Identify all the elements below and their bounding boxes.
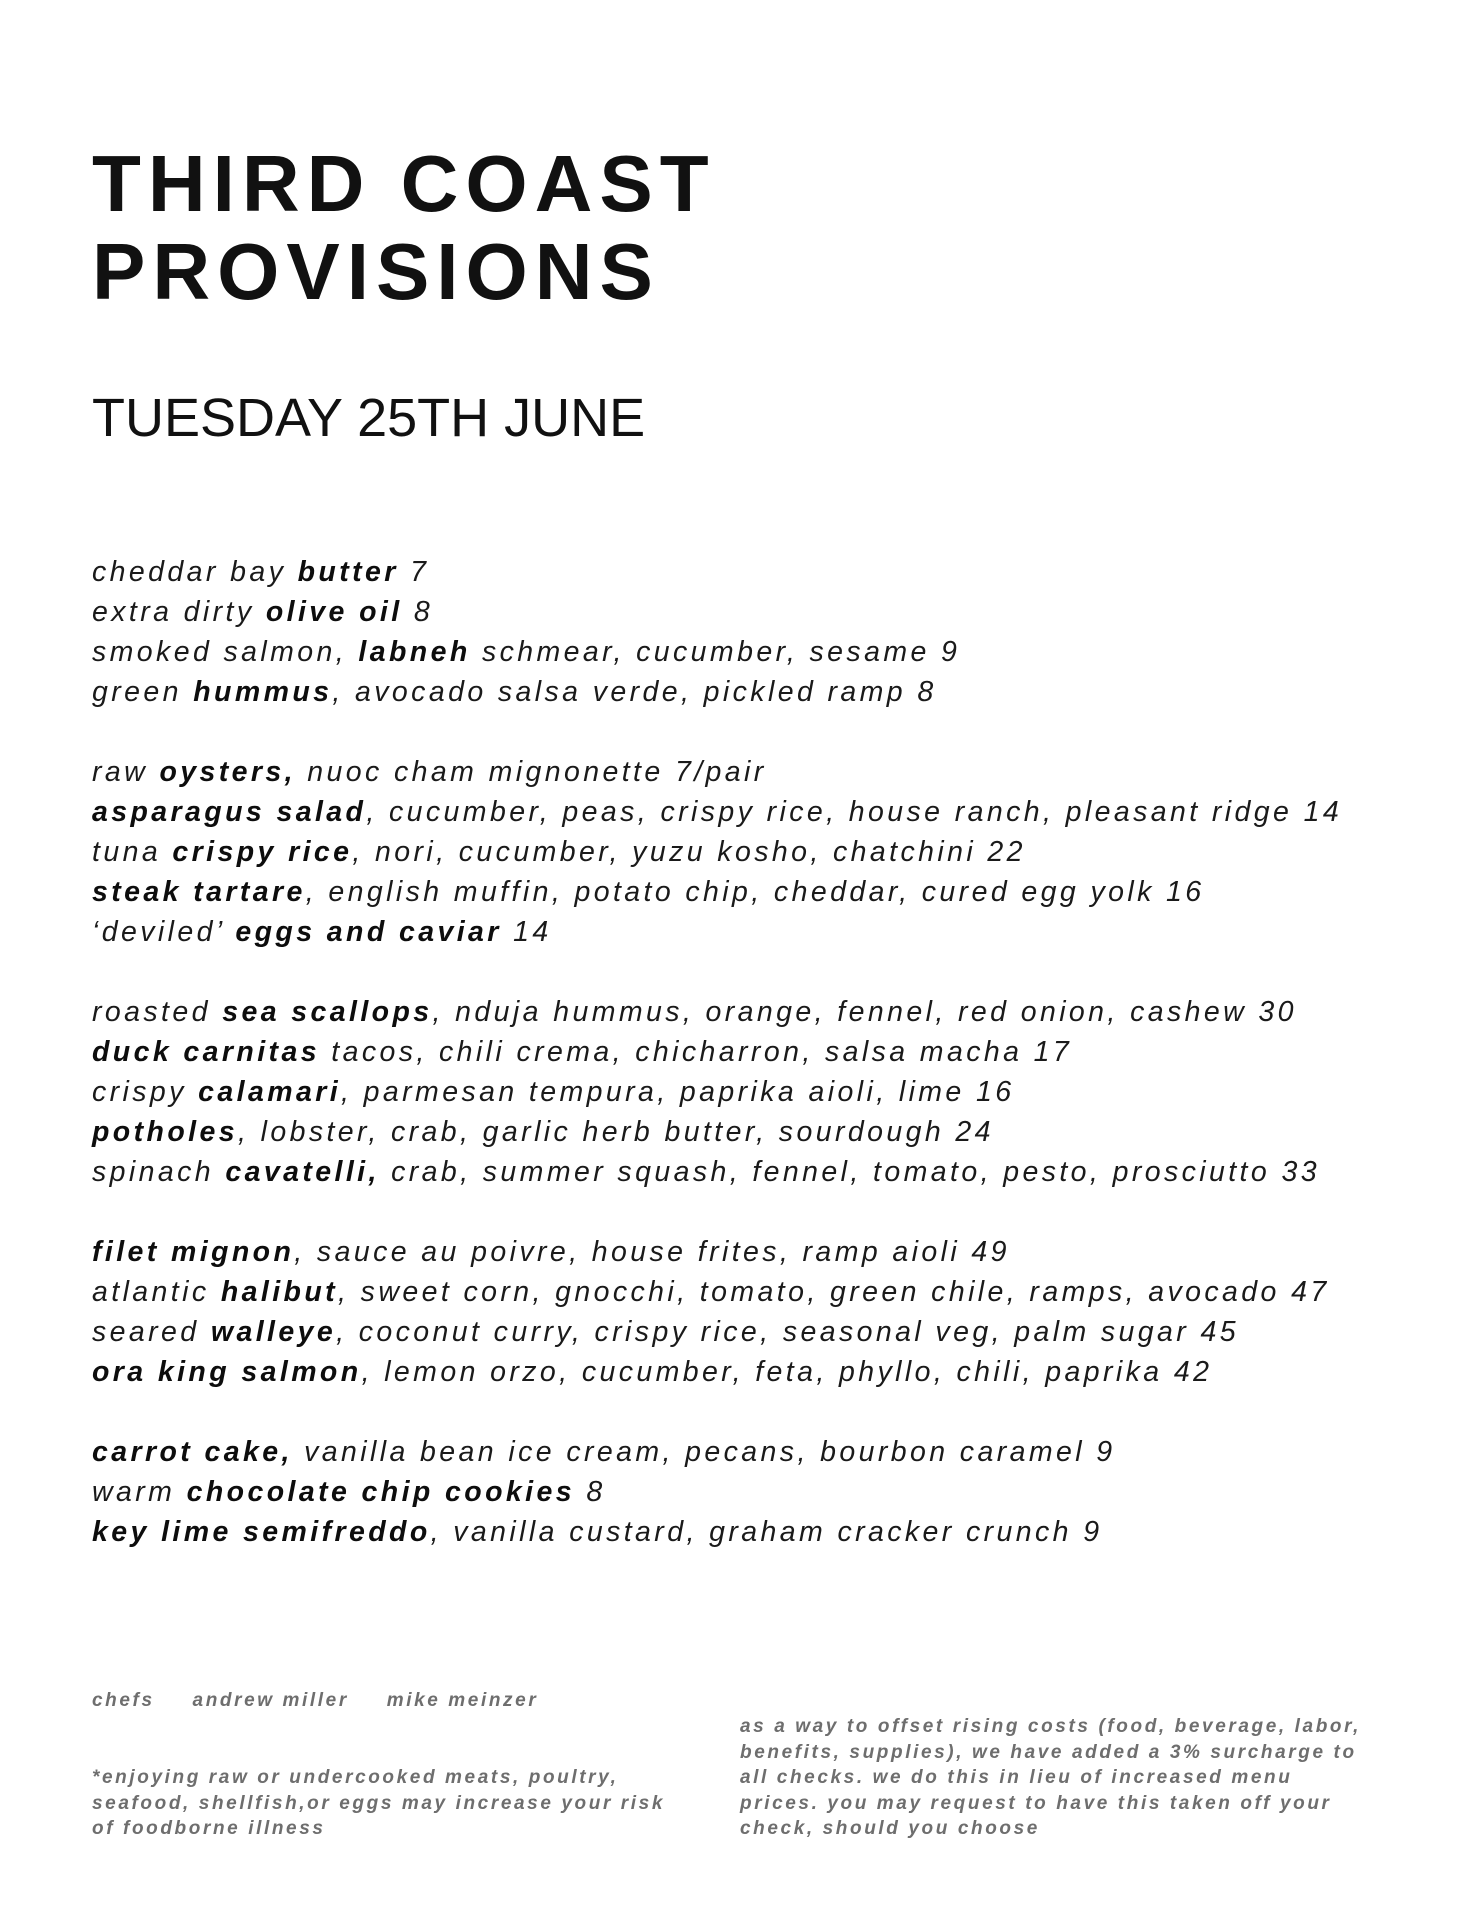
dish-name: potholes [92, 1116, 238, 1148]
menu-item [92, 912, 1472, 952]
dish-name: butter [297, 556, 399, 588]
menu-item [92, 1272, 1472, 1312]
dish-description: atlantic [92, 1276, 221, 1308]
menu-item [92, 672, 1472, 712]
dish-description: nuoc cham mignonette 7/pair [295, 756, 767, 788]
restaurant-name [92, 140, 716, 316]
dish-name: sea scallops [222, 996, 433, 1028]
dish-description: , parmesan tempura, paprika aioli, lime 16 [341, 1076, 1015, 1108]
dish-description: raw [92, 756, 160, 788]
warning-line: of foodborne illness [92, 1818, 326, 1839]
menu-item [92, 1032, 1472, 1072]
food-safety-warning [92, 1765, 712, 1842]
warning-line: *enjoying raw or undercooked meats, poultry, [92, 1767, 619, 1788]
menu-item [92, 592, 1472, 632]
menu-item [92, 1112, 1472, 1152]
dish-description: spinach [92, 1156, 226, 1188]
dish-description: tacos, chili crema, chicharron, salsa macha 17 [319, 1036, 1073, 1068]
dish-description: , sweet corn, gnocchi, tomato, green chile, ramps, avocado 47 [338, 1276, 1330, 1308]
warning-line: seafood, shellfish,or eggs may increase your risk [92, 1792, 666, 1814]
dish-description: , lemon orzo, cucumber, feta, phyllo, chili, paprika 42 [361, 1356, 1213, 1388]
chef-name: andrew miller [192, 1690, 349, 1711]
dish-name: calamari [198, 1076, 342, 1108]
dish-name: steak tartare [92, 876, 306, 908]
dish-description: 7 [398, 556, 430, 588]
menu-item [92, 1472, 1472, 1512]
dish-description: crispy [92, 1076, 199, 1108]
dish-description: ‘deviled’ [92, 916, 236, 948]
menu-item [92, 832, 1472, 872]
dish-description: , sauce au poivre, house frites, ramp aioli 49 [294, 1236, 1010, 1268]
dish-description: , english muffin, potato chip, cheddar, cured egg yolk 16 [305, 876, 1205, 908]
dish-description: 8 [575, 1476, 606, 1508]
menu-item [92, 872, 1472, 912]
dish-description: , coconut curry, crispy rice, seasonal veg, palm sugar 45 [336, 1316, 1240, 1348]
menu-item [92, 752, 1472, 792]
dish-description: smoked salmon, [92, 636, 359, 668]
restaurant-name-line-1: THIRD COAST [92, 139, 716, 228]
dish-description: schmear, cucumber, sesame 9 [470, 636, 961, 668]
dish-description: 14 [501, 916, 552, 948]
surcharge-line: check, should you choose [740, 1818, 1040, 1839]
surcharge-line: benefits, supplies), we have added a 3% surcharge to [740, 1741, 1357, 1763]
surcharge-line: all checks. we do this in lieu of increased menu [740, 1767, 1293, 1788]
chefs-credit [92, 1688, 568, 1714]
dish-description: green [92, 676, 194, 708]
dish-name: carrot cake, [92, 1436, 293, 1468]
dish-description: cheddar bay [92, 556, 298, 588]
menu-item [92, 792, 1472, 832]
menu-item [92, 992, 1472, 1032]
menu-item [92, 552, 1472, 592]
dish-description: , vanilla custard, graham cracker crunch 9 [430, 1516, 1103, 1548]
dish-name: crispy rice [172, 836, 353, 868]
dish-name: olive oil [265, 596, 403, 628]
dish-name: cavatelli, [225, 1156, 380, 1188]
menu-item [92, 632, 1472, 672]
dish-description: roasted [92, 996, 223, 1028]
dish-name: chocolate chip cookies [186, 1476, 575, 1508]
menu-item [92, 1312, 1472, 1352]
section-gap [92, 952, 1472, 992]
dish-description: crab, summer squash, fennel, tomato, pesto, prosciutto 33 [379, 1156, 1320, 1188]
dish-description: 8 [402, 596, 434, 628]
dish-name: asparagus salad [92, 796, 367, 828]
dish-name: halibut [220, 1276, 339, 1308]
dish-name: duck carnitas [92, 1036, 320, 1068]
dish-name: walleye [210, 1316, 337, 1348]
dish-description: seared [92, 1316, 211, 1348]
surcharge-line: prices. you may request to have this taken off your [740, 1792, 1332, 1814]
menu-date: TUESDAY 25TH JUNE [92, 388, 646, 448]
dish-description: vanilla bean ice cream, pecans, bourbon caramel 9 [292, 1436, 1116, 1468]
menu-item [92, 1232, 1472, 1272]
dish-description: , avocado salsa verde, pickled ramp 8 [332, 676, 937, 708]
dish-name: oysters, [159, 756, 296, 788]
dish-name: key lime semifreddo [92, 1516, 431, 1548]
section-gap [92, 1192, 1472, 1232]
dish-description: , cucumber, peas, crispy rice, house ranch, pleasant ridge 14 [366, 796, 1343, 828]
restaurant-name-line-2: PROVISIONS [92, 227, 660, 316]
section-gap [92, 712, 1472, 752]
menu-item [92, 1512, 1472, 1552]
surcharge-notice [740, 1714, 1460, 1842]
menu-item [92, 1072, 1472, 1112]
dish-description: tuna [92, 836, 173, 868]
dish-description: warm [92, 1476, 187, 1508]
dish-description: , nori, cucumber, yuzu kosho, chatchini 22 [352, 836, 1026, 868]
section-gap [92, 1392, 1472, 1432]
dish-description: , lobster, crab, garlic herb butter, sourdough 24 [237, 1116, 994, 1148]
dish-description: extra dirty [92, 596, 266, 628]
menu-item [92, 1432, 1472, 1472]
dish-description: , nduja hummus, orange, fennel, red onion, cashew 30 [432, 996, 1297, 1028]
dish-name: ora king salmon [92, 1356, 362, 1388]
dish-name: eggs and caviar [235, 916, 502, 948]
dish-name: filet mignon [92, 1236, 295, 1268]
surcharge-line: as a way to offset rising costs (food, beverage, labor, [740, 1716, 1361, 1737]
menu-item [92, 1152, 1472, 1192]
menu-item [92, 1352, 1472, 1392]
dish-name: labneh [358, 636, 471, 668]
chefs-label: chefs [92, 1690, 155, 1711]
menu-list [92, 552, 1472, 1552]
dish-name: hummus [193, 676, 333, 708]
chef-name: mike meinzer [386, 1690, 539, 1711]
